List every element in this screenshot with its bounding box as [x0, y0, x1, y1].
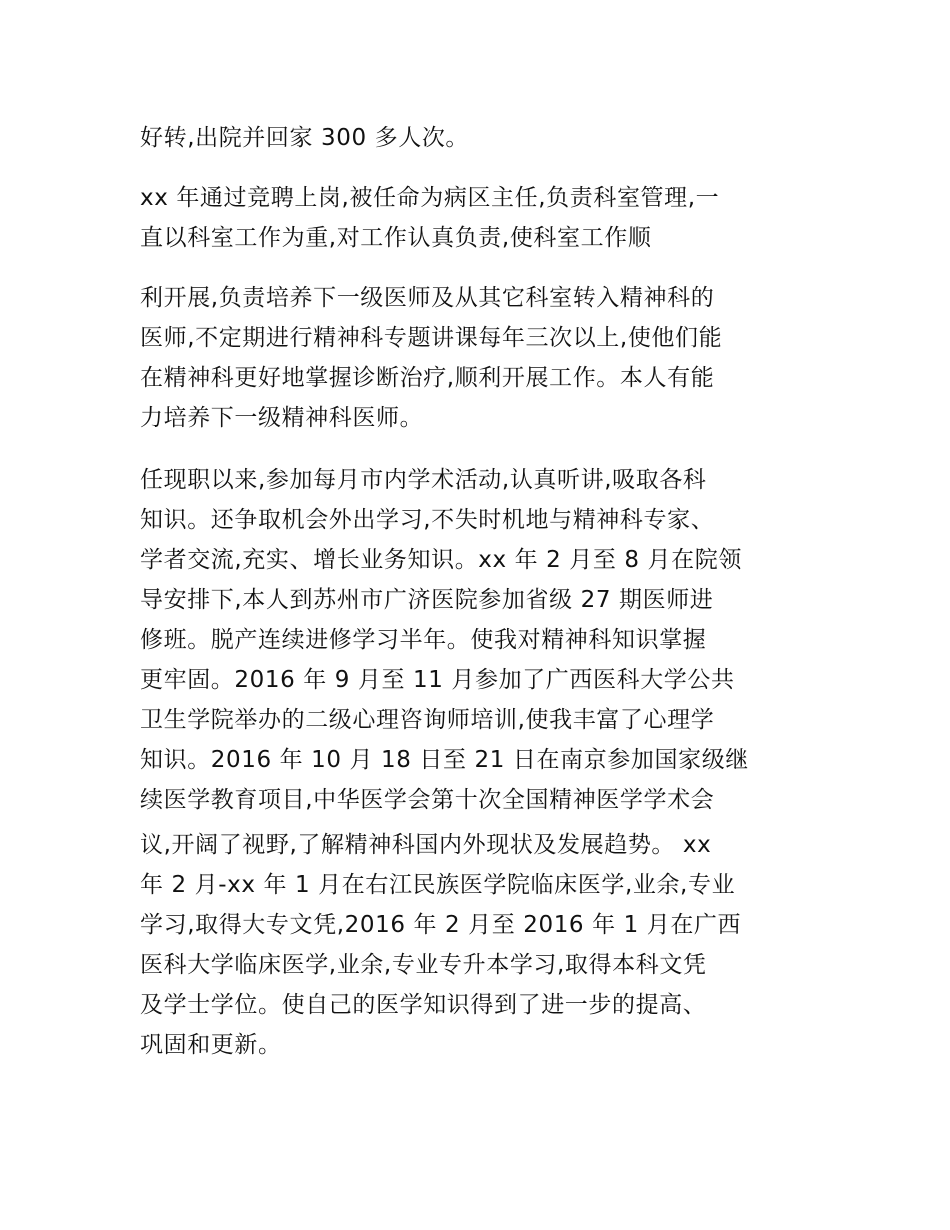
paragraph-1-line-1: 好转,出院并回家 300 多人次。	[140, 125, 470, 151]
paragraph-3-line-1: 利开展,负责培养下一级医师及从其它科室转入精神科的	[140, 285, 715, 311]
paragraph-4-line-1: 任现职以来,参加每月市内学术活动,认真听讲,吸取各科	[140, 467, 707, 493]
paragraph-4-line-5: 修班。脱产连续进修学习半年。使我对精神科知识掌握	[140, 627, 707, 653]
paragraph-4-line-11: 年 2 月-xx 年 1 月在右江民族医学院临床医学,业余,专业	[140, 872, 736, 898]
paragraph-3-line-4: 力培养下一级精神科医师。	[140, 405, 424, 431]
paragraph-4-line-12: 学习,取得大专文凭,2016 年 2 月至 2016 年 1 月在广西	[140, 912, 742, 938]
paragraph-4-line-7: 卫生学院举办的二级心理咨询师培训,使我丰富了心理学	[140, 707, 715, 733]
paragraph-3-line-3: 在精神科更好地掌握诊断治疗,顺利开展工作。本人有能	[140, 365, 715, 391]
paragraph-4-line-8: 知识。2016 年 10 月 18 日至 21 日在南京参加国家级继	[140, 747, 749, 773]
paragraph-4-line-2: 知识。还争取机会外出学习,不失时机地与精神科专家、	[140, 507, 715, 533]
paragraph-2-line-1: xx 年通过竞聘上岗,被任命为病区主任,负责科室管理,一	[140, 185, 720, 211]
paragraph-4-line-15: 巩固和更新。	[140, 1032, 282, 1058]
paragraph-4-line-9: 续医学教育项目,中华医学会第十次全国精神医学学术会	[140, 787, 715, 813]
paragraph-4-line-3: 学者交流,充实、增长业务知识。xx 年 2 月至 8 月在院领	[140, 547, 742, 573]
paragraph-4-line-13: 医科大学临床医学,业余,专业专升本学习,取得本科文凭	[140, 952, 707, 978]
paragraph-4-line-6: 更牢固。2016 年 9 月至 11 月参加了广西医科大学公共	[140, 667, 735, 693]
paragraph-2-line-2: 直以科室工作为重,对工作认真负责,使科室工作顺	[140, 225, 652, 251]
paragraph-4-line-14: 及学士学位。使自己的医学知识得到了进一步的提高、	[140, 992, 707, 1018]
paragraph-3-line-2: 医师,不定期进行精神科专题讲课每年三次以上,使他们能	[140, 325, 723, 351]
paragraph-4-line-4: 导安排下,本人到苏州市广济医院参加省级 27 期医师进	[140, 587, 714, 613]
paragraph-4-line-10: 议,开阔了视野,了解精神科国内外现状及发展趋势。 xx	[140, 832, 712, 858]
